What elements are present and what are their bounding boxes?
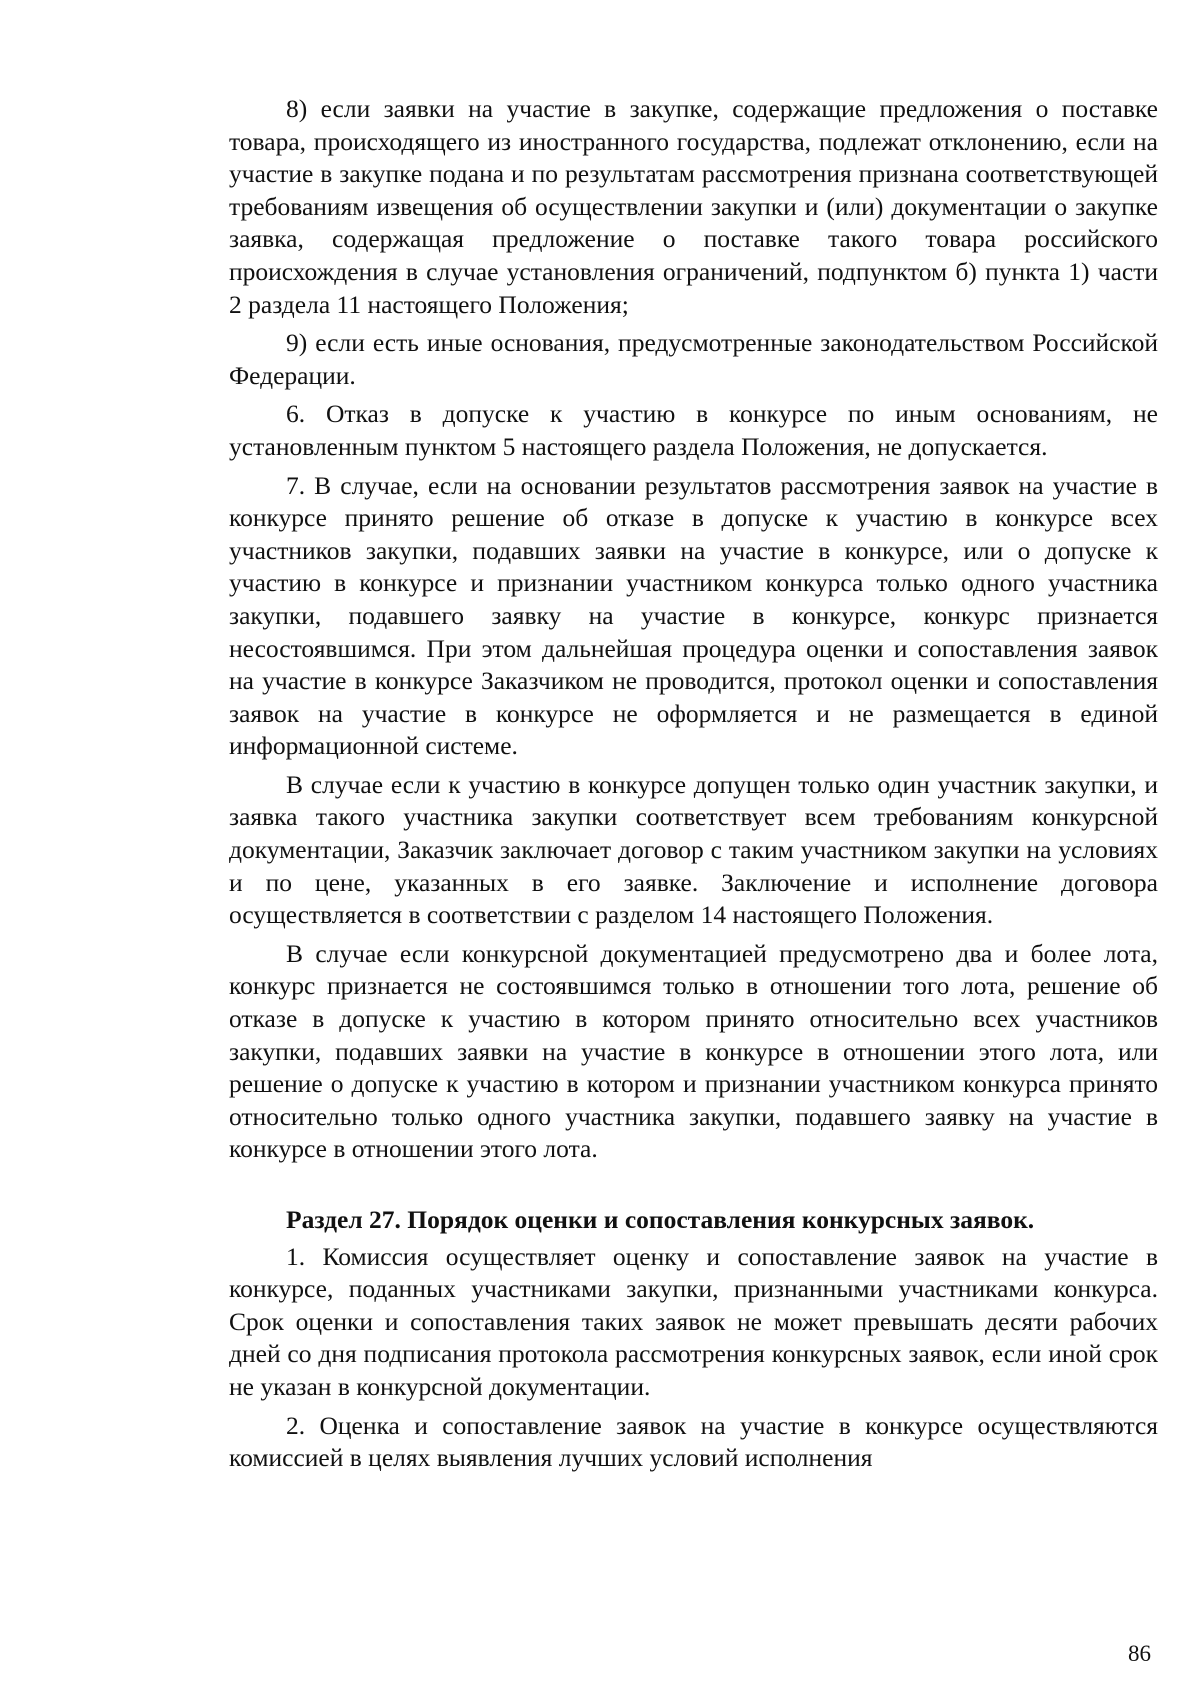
paragraph-clause-7: 7. В случае, если на основании результатов рассмотрения заявок на участие в конкурсе принято решение об отказе в допуске к участию в конкурсе всех участников закупки, подавших заявки на участие в конкурсе, или о допуске к участию в конкурсе и признании участником конкурса только одного участника закупки, подавшего заявку на участие в конкурсе, конкурс признается несостоявшимся. При этом дальнейшая процедура оценки и сопоставления заявок на участие в конкурсе Заказчиком не проводится, протокол оценки и сопоставления заявок на участие в конкурсе не оформляется и не размещается в единой информационной системе. — [229, 470, 1158, 761]
paragraph-section27-clause-1: 1. Комиссия осуществляет оценку и сопоставление заявок на участие в конкурсе, поданных участниками закупки, признанными участниками конкурса. Срок оценки и сопоставления таких заявок не может превышать десяти рабочих дней со дня подписания протокола рассмотрения конкурсных заявок, если иной срок не указан в конкурсной документации. — [229, 1241, 1158, 1401]
paragraph-single-participant: В случае если к участию в конкурсе допущен только один участник закупки, и заявка такого участника закупки соответствует всем требованиям конкурсной документации, Заказчик заключает договор с таким участником закупки на условиях и по цене, указанных в его заявке. Заключение и исполнение договора осуществляется в соответствии с разделом 14 настоящего Положения. — [229, 769, 1158, 930]
paragraph-multiple-lots: В случае если конкурсной документацией предусмотрено два и более лота, конкурс признается не состоявшимся только в отношении того лота, решение об отказе в допуске к участию в котором принято относительно всех участников закупки, подавших заявки на участие в конкурсе в отношении этого лота, или решение о допуске к участию в котором и признании участником конкурса принято относительно только одного участника закупки, подавшего заявку на участие в конкурсе в отношении этого лота. — [229, 938, 1158, 1164]
section-heading: Раздел 27. Порядок оценки и сопоставления конкурсных заявок. — [286, 1205, 1035, 1234]
paragraph-section27-clause-2: 2. Оценка и сопоставление заявок на участие в конкурсе осуществляются комиссией в целях выявления лучших условий исполнения — [229, 1410, 1158, 1473]
paragraph-clause-6: 6. Отказ в допуске к участию в конкурсе по иным основаниям, не установленным пунктом 5 настоящего раздела Положения, не допускается. — [229, 399, 1158, 461]
page-body — [229, 93, 1158, 1481]
paragraph-item-8: 8) если заявки на участие в закупке, содержащие предложения о поставке товара, происходящего из иностранного государства, подлежат отклонению, если на участие в закупке подана и по результатам рассмотрения признана соответствующей требованиям извещения об осуществлении закупки и (или) документации о закупке заявка, содержащая предложение о поставке такого товара российского происхождения в случае установления ограничений, подпунктом б) пункта 1) части 2 раздела 11 настоящего Положения; — [229, 94, 1158, 319]
paragraph-item-9: 9) если есть иные основания, предусмотренные законодательством Российской Федерации. — [229, 328, 1158, 390]
page-number: 86 — [1128, 1641, 1151, 1666]
